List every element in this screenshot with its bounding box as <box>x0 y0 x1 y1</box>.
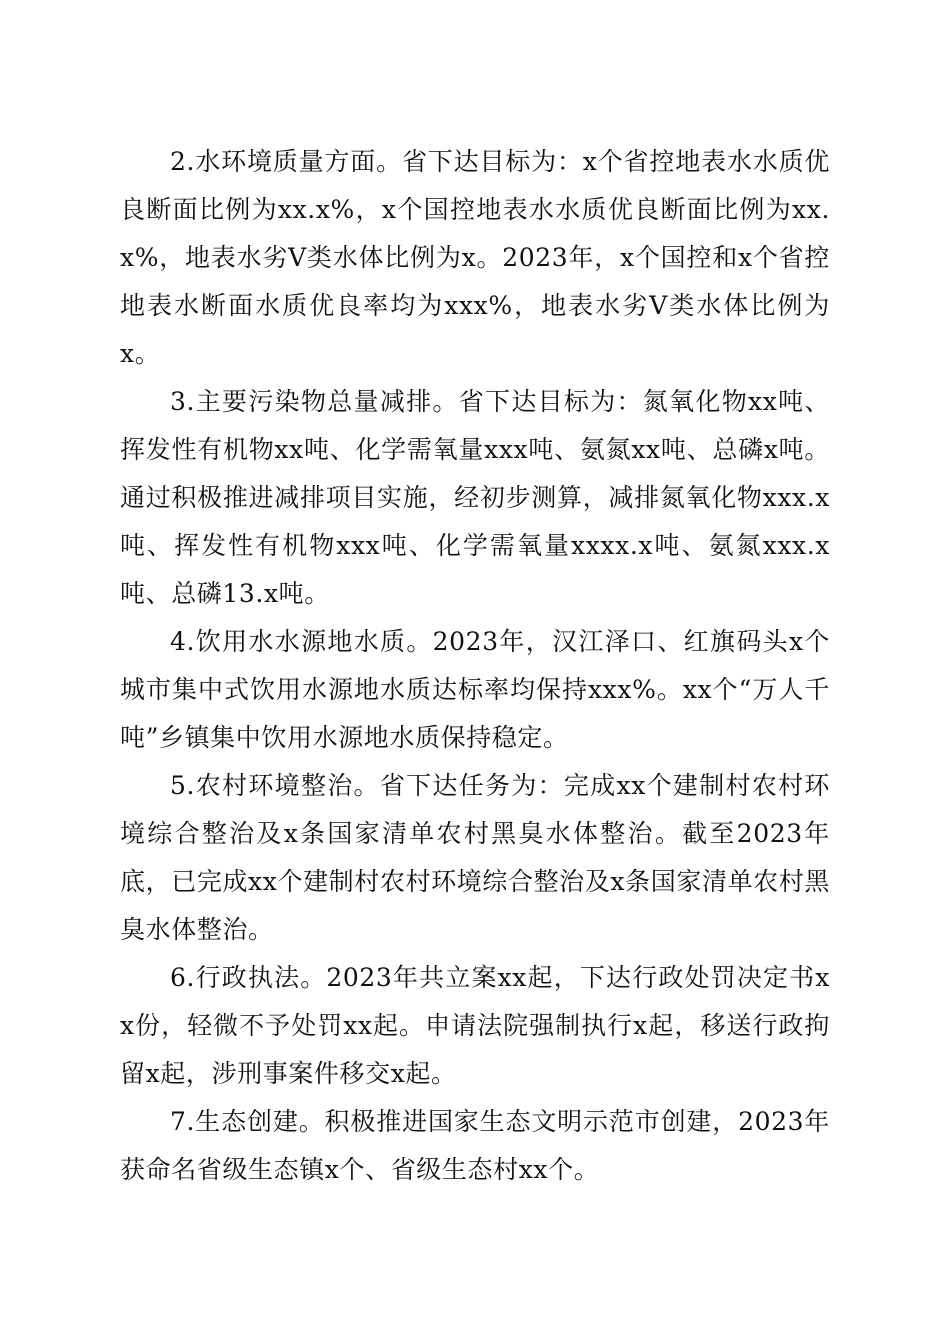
paragraph-law-enforcement: 6.行政执法。2023年共立案xx起，下达行政处罚决定书xx份，轻微不予处罚xx起。申请法院强制执行x起，移送行政拘留x起，涉刑事案件移交x起。 <box>120 963 830 1088</box>
paragraph-ecological-construction: 7.生态创建。积极推进国家生态文明示范市创建，2023年获命名省级生态镇x个、省级生态村xx个。 <box>120 1107 830 1184</box>
paragraph-drinking-water: 4.饮用水水源地水质。2023年，汉江泽口、红旗码头x个城市集中式饮用水源地水质达标率均保持xxx%。xx个“万人千吨”乡镇集中饮用水源地水质保持稳定。 <box>120 627 830 752</box>
document-body <box>120 138 830 1194</box>
paragraph-pollutant-reduction: 3.主要污染物总量减排。省下达目标为：氮氧化物xx吨、挥发性有机物xx吨、化学需氧量xxx吨、氨氮xx吨、总磷x吨。通过积极推进减排项目实施，经初步测算，减排氮氧化物xxx.x吨、挥发性有机物xxx吨、化学需氧量xxxx.x吨、氨氮xxx.x吨、总磷13.x吨。 <box>120 387 830 608</box>
paragraph-water-quality: 2.水环境质量方面。省下达目标为：x个省控地表水水质优良断面比例为xx.x%，x个国控地表水水质优良断面比例为xx.x%，地表水劣Ⅴ类水体比例为x。2023年，x个国控和x个省控地表水断面水质优良率均为xxx%，地表水劣Ⅴ类水体比例为x。 <box>120 147 830 368</box>
paragraph-rural-environment: 5.农村环境整治。省下达任务为：完成xx个建制村农村环境综合整治及x条国家清单农村黑臭水体整治。截至2023年底，已完成xx个建制村农村环境综合整治及x条国家清单农村黑臭水体整治。 <box>120 771 830 944</box>
